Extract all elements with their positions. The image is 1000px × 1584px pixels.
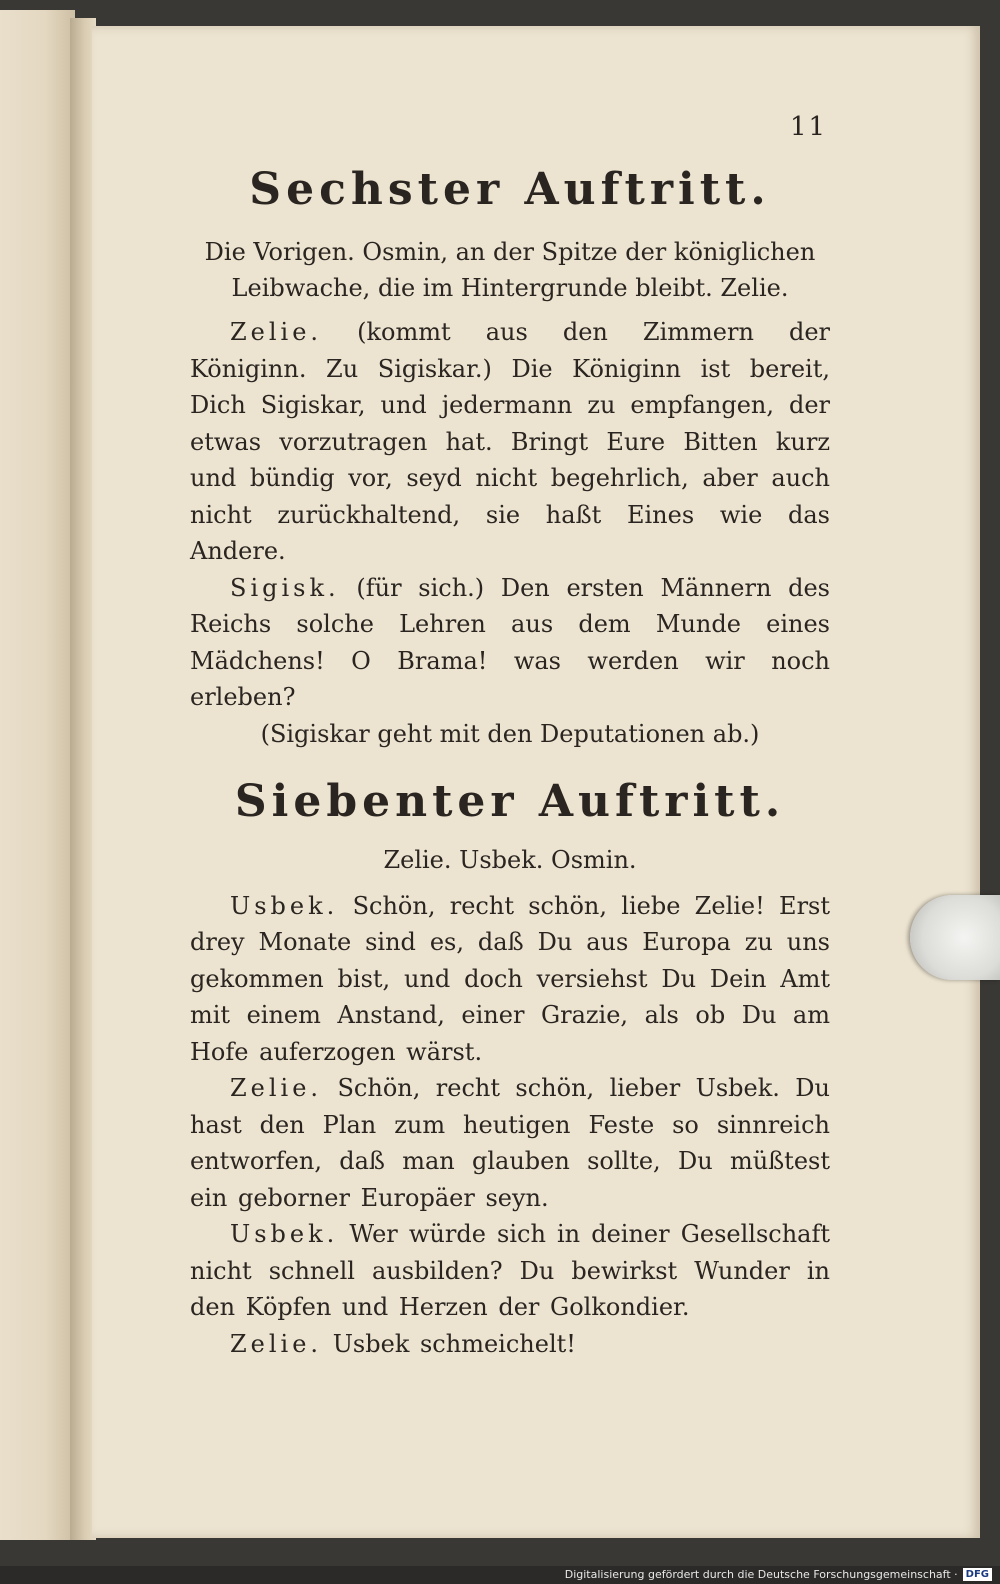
speech (190, 1326, 830, 1363)
page-number: 11 (790, 112, 828, 142)
scene-six-cast: Die Vorigen. Osmin, an der Spitze der königlichen Leibwache, die im Hintergrunde bleibt. Zelie. (204, 238, 816, 302)
page-holder-clip (910, 895, 1000, 980)
speech (190, 888, 830, 1071)
speech-text: (kommt aus den Zimmern der Königinn. Zu Sigiskar.) Die Königinn ist bereit, Dich Sigiskar, und jedermann zu empfangen, der etwas vorzutragen hat. Bringt Eure Bitten kurz und bündig vor, seyd nicht begehrlich, aber auch nicht zurückhaltend, sie haßt Eines wie das Andere. (190, 318, 830, 565)
speech-text: Schön, recht schön, lieber Usbek. Du hast den Plan zum heutigen Feste so sinnreich entworfen, daß man glauben sollte, Du müßtest ein geborner Europäer seyn. (190, 1074, 830, 1212)
funding-note: Digitalisierung gefördert durch die Deutsche Forschungsgemeinschaft · (564, 1568, 958, 1581)
page-text (190, 160, 830, 1362)
exit-direction: (Sigiskar geht mit den Deputationen ab.) (260, 719, 760, 748)
speaker-name: Sigisk. (230, 573, 340, 602)
speech (190, 314, 830, 570)
speaker-name: Zelie. (230, 1074, 323, 1102)
speaker-name: Zelie. (230, 1329, 323, 1358)
speaker-name: Usbek. (230, 1220, 339, 1248)
scene-six-heading: Sechster Auftritt. (249, 164, 771, 215)
speech-text: Schön, recht schön, liebe Zelie! Erst drey Monate sind es, daß Du aus Europa zu uns gekommen bist, und doch versiehst Du Dein Amt mit einem Anstand, einer Grazie, als ob Du am Hofe auferzogen wärst. (190, 891, 830, 1066)
scene-seven-cast: Zelie. Usbek. Osmin. (383, 845, 637, 874)
speech-text: Wer würde sich in deiner Gesellschaft nicht schnell ausbilden? Du bewirkst Wunder in den Köpfen und Herzen der Golkondier. (190, 1220, 830, 1321)
speech-text: Usbek schmeichelt! (332, 1329, 576, 1358)
speech (190, 570, 830, 716)
speech (190, 1070, 830, 1216)
speaker-name: Zelie. (230, 318, 323, 346)
speech (190, 1216, 830, 1326)
digitization-footer (565, 1568, 992, 1581)
dfg-logo: DFG (963, 1568, 992, 1581)
scene-seven-heading: Siebenter Auftritt. (234, 775, 786, 827)
speech-text: (für sich.) Den ersten Männern des Reichs solche Lehren aus dem Munde eines Mädchens! O Brama! was werden wir noch erleben? (190, 573, 830, 711)
speaker-name: Usbek. (230, 891, 339, 920)
left-page-edge (0, 10, 75, 1540)
